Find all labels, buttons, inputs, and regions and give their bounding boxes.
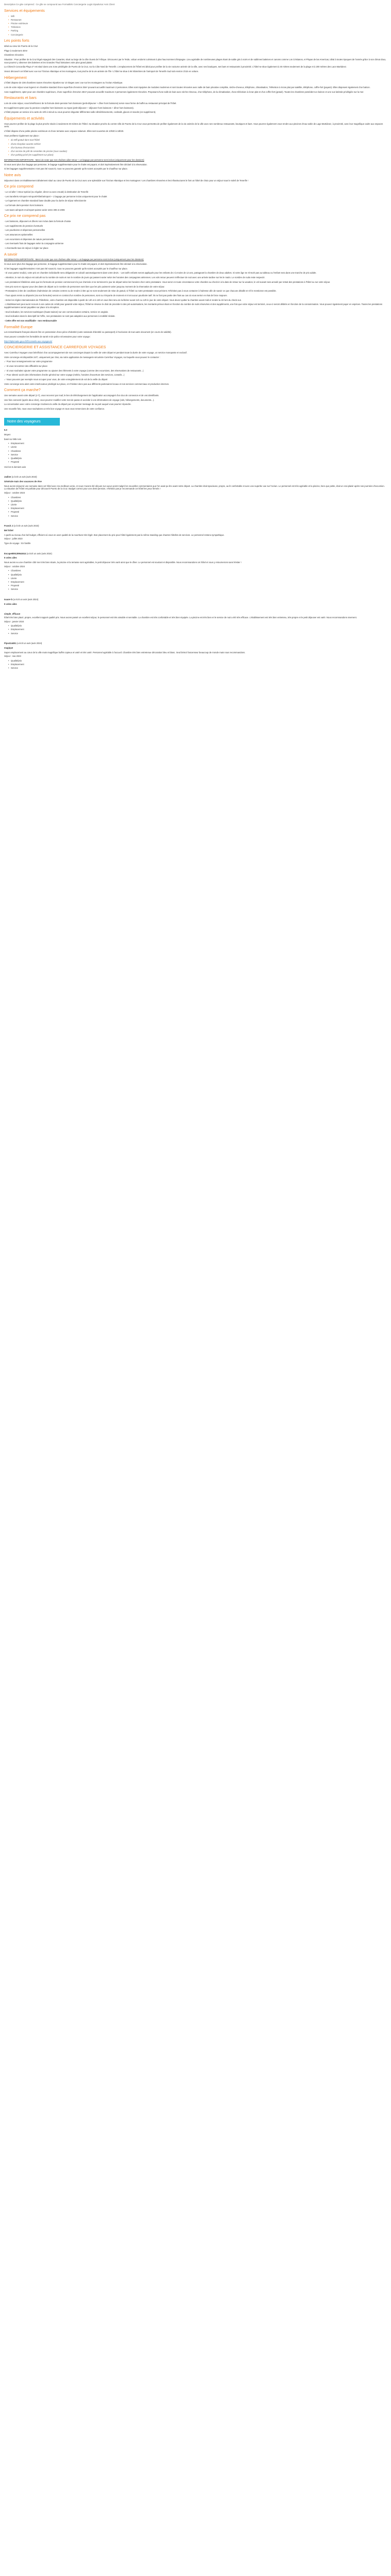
rating-category: • Chambres <box>8 450 387 453</box>
restaurants-paragraph: Lors de votre séjour, vous bénéficierez de la formule demi-pension hors boissons (petit-déjeuner + dîner hors boissons) servie sous forme de buffet au restaurant principal de l'hôtel. <box>4 102 177 105</box>
review-stay: octobre 2023 <box>12 492 25 495</box>
review-meta: (a écrit un avis (avis 2024) <box>17 642 42 645</box>
review-heading: Bel hôtel <box>4 529 13 532</box>
lodging-paragraph: L'hôtel dispose de 236 chambres toutes rénovées réparties sur 10 étages avec vue sur les montagnes ou l'océan Atlantique. <box>4 81 123 84</box>
review-category: • Qualité/prix <box>8 573 387 577</box>
review-author: Isaure b <box>4 598 13 601</box>
review-type-label: Type de voyage : <box>4 542 21 545</box>
service-item: • Parking <box>8 29 387 32</box>
review-type: En famille <box>21 542 31 545</box>
situation-paragraph: Situation : Pour profiter de la Cruz légal espagnol des Canaries, situé au large de la côte Ouest de l'Afrique. Découvrez par le Teide, volcan endormi culminant à plus haut sommet d'Espagne. Lieu agréable de nombreuses plages étant de sable gris à noirs et de sublimes baleines et canons comme Los Cristianos, et Playas de las Americas, idéal à toutes époques de l'année grâce à son climat doux, vous pourrez y observer des baleines et les Grandes Thud lointaines voire plus grand plaisir. <box>4 58 386 64</box>
review-category: • Qualité/prix <box>8 624 387 628</box>
review-categories <box>8 569 387 591</box>
service-item: • Wifi <box>8 15 387 18</box>
review-category: • Service <box>8 667 387 670</box>
strength-line: Chambres rénovées <box>4 54 24 57</box>
equipment-item: • d'un parking privé (en supplément sur place) <box>8 154 387 157</box>
review-text: Nous avons séjourné une semaine dans cet hôtel avec ma meilleure amie, et nous n'avons été déçues sur aucun point malgré les nouvelles commentaires que l'on avait pu lire avant notre départ. La chambre était spacieuse, propre, au lit confortable et avec une superbe vue sur l'océan. Le personnel est très agréable et la piscine, bien que petite, était un vrai plaisir après nos journées d'excursion. La situation de l'hôtel est parfaite pour découvrir Puerto de la Cruz. Budget correct pour une demi-pension, n'hésitez pas je recommande cet hôtel les yeux fermés ! <box>4 484 385 490</box>
services-title: Services et équipements <box>4 8 45 13</box>
rating-categories <box>8 442 387 464</box>
review-meta: (a écrit un avis (avis 2024) <box>26 552 52 555</box>
excludes-line: - Les éventuels frais de bagages selon la compagnie aérienne <box>4 242 64 245</box>
how-to-title: Comment ça marche? <box>4 387 41 393</box>
review-text: Nous avons eu une chambre côté mer très bien située, la piscine et la terrasse sont agréables, le petit déjeuner très varié ainsi que le dîner. Le personnel est souriant et disponible. Nous recommandons cet hôtel et nous y retournerons sans hésiter ! <box>4 561 241 564</box>
restaurants-paragraph: L'hôtel propose un service à la carte de 10h à minuit ou vous pourrez déguster différentes salle rafraîchissements, cocktails, glaces et snacks (en supplément). <box>4 111 156 114</box>
review-heading: 5 voles ailes <box>4 556 17 560</box>
review-item <box>4 598 387 605</box>
review-categories <box>8 496 387 518</box>
review-stay-label: Séjour : <box>4 655 12 658</box>
excludes-line: - Les excursions et dépenses de nature personnelle <box>4 238 54 241</box>
review-stay: juillet 2023 <box>12 537 23 540</box>
includes-line: - Le vol aller / retour spécial (ou régulier, direct ou avec escale) à destination de Tenerife <box>4 190 89 193</box>
review-category: • Chambres <box>8 496 387 499</box>
reviews-score: 5.0 <box>4 429 7 432</box>
to-know-paragraph: - Seul indication dans le descriptif de l'offre, nos prestataires ne sont pas adaptées aux personnes à mobilité réduite. <box>4 315 116 318</box>
excludes-line: - Les assurances optionnelles <box>4 233 33 236</box>
to-know-paragraph: - Des prix sont en vigueur pour des dates de départ ou le nombre de personnes sont bien que les prix puissent varier jusqu'au moment de la réservation de votre séjour. <box>4 285 165 288</box>
to-know-paragraph: - Si vous partez seul(e), votre prix en chambre individuelle sera obligatoire et calculé automatiquement dans votre devis. - Les tarifs enfants seront appliqués pour les enfants de 2 à moins de 12 ans, partageant la chambre de deux adultes. Si votre âge ne s'inscrit pas au tableau ou l'enfant sera dans une tranche de prix adulte. <box>4 272 317 275</box>
to-know-paragraph: - Attention, le nom du séjour est calculé sur la nombre de nuits et non le nombre de jours qui passent varier selon les horaires des compagnies aériennes. Les vols retour peuvent s'effectuer de nuit avec une arrivée tardive sur les le matin. Le nombre de nuits reste respecté. <box>4 276 265 279</box>
concierge-paragraph: ✓ Si vous rencontrez des difficultés sur place <box>4 365 47 368</box>
formalities-paragraph: Vous pouvez consulter les formalités de santé et de police nécessaires pour votre voyage : <box>4 335 91 338</box>
review-category: • Literie <box>8 577 387 580</box>
review-category: • Propreté <box>8 584 387 587</box>
review-category: • Emplacement <box>8 663 387 666</box>
review-author: Pipo414481 <box>4 642 17 645</box>
to-know-paragraph: - L'établissement peut avoir recours à vos cartes de crédit pour garantir votre séjour, l'hôtel se réserve le droit de procéder à des pré-autorisations, les montants prévus étant en fonction du nombre de nuits réservées et des suppléments, une fois que votre séjour est terminé, ceux-ci seront débités en fonction de la consommation. Vous pouvez également payer en espèces. Toutes les prestations supplémentaires seront payables sur place à la réception. <box>4 303 383 309</box>
review-meta: (a écrit un avis (avis 2023) <box>13 524 39 528</box>
situation-paragraph: Venez découvrir cet hôtel avec vue sur l'Océan Atlantique et les montagnes, tout proche de la vie animée de l'île ! L'hôtel se situe à 94 kilomètres de l'aéroport de Tenerife Sud soit environ 1h15 en voiture. <box>4 70 199 73</box>
to-know-paragraph: Si vous avez plus d'un bagage par personne, le bagage supplémentaire pour le chalet est payant, et doit impérativement être déclaré à la réservation. <box>4 263 148 266</box>
cancel-policy: - Cette offre est non modifiable - non remboursable <box>4 319 57 322</box>
advice-paragraph: Séjournez dans cet établissement idéalement situé au cœur de Puerto de la Cruz avec une splendide vue l'Océan Atlantique et les montagnes ! Les chambres rénovées et les infrastructures le font un hôtel de choix pour un séjour sous le soleil de Tenerife ! <box>4 179 249 182</box>
review-item <box>4 552 387 591</box>
formalities-title: Formalité Europe <box>4 324 33 329</box>
review-text: hôtel très bien placé, propre, excellent rapport qualité prix. Nous avons passé un excellent séjour, le personnel est très aimable et serviable. La chambre est très confortable et très bien équipée. La piscine est très bien et le service de nuit a été très efficace. L'établissement est très bien entretenu, très propre et le petit déjeuner est varié. Nous recommandons vivement. <box>4 616 357 619</box>
review-stay-label: Séjour : <box>4 537 12 540</box>
review-heading: 5 voles ailes <box>4 602 17 605</box>
review-stay-label: Séjour : <box>4 620 12 623</box>
equipment-paragraph: L'hôtel dispose d'une petite piscine extérieure et d'une terrasse avec espace solarium. Elles sont ouvertes de 10h30 à 18h30. <box>4 130 124 133</box>
strength-line: Plage à seulement 40m! <box>4 49 28 52</box>
rating-category: • Literie <box>8 446 387 449</box>
excludes-line: - Les boissons, déjeuners et dîners non inclus dans la formule choisie <box>4 220 71 223</box>
review-category: • Chambres <box>8 569 387 572</box>
review-stay-label: Séjour : <box>4 492 12 495</box>
review-category: • Qualité/prix <box>8 500 387 503</box>
excludes-line: - Les suppléments de pension éventuels <box>4 224 43 227</box>
restaurants-paragraph: En supplément optez pour la pension complète hors boissons ou repas (petit-déjeuner + déjeuner hors boissons + dîner hors boissons). <box>4 106 134 109</box>
includes-line: - Les transferts Aéroport-Aéroport/Hôtel/aéroport + 1 bagage par personne inclus uniquement pour le chalet <box>4 195 107 198</box>
to-know-title: A savoir <box>4 251 18 257</box>
formalities-paragraph: Les ressortissants français doivent être en possession d'une pièce d'identité (carte nationale d'identité ou passeport) à l'exclusion de tout autre document (en cours de validité). <box>4 331 172 334</box>
review-category: • Emplacement <box>8 628 387 631</box>
review-author: Franck J <box>4 524 13 528</box>
review-stay: janvier 2024 <box>12 620 24 623</box>
reviews-count: basé sur 985 Avis <box>4 437 21 440</box>
review-category: • Emplacement <box>8 507 387 510</box>
equipment-item: • d'un service de prêt de serviettes de piscine (sous caution) <box>8 150 387 153</box>
review-item <box>4 524 387 545</box>
equipment-paragraph: Vous pourrez profiter de la plage la plus proche située à seulement 40 mètres de l'hôtel. Sa situation proche du centre-ville de Puerto de la Cruz vous permettra de profiter également de la vie animée de la ville avec ses nombreux restaurants, boutiques et bars. Vous pourrez également vous rendre aux piscines d'eau salée de Lago Martiánez, à proximité, avec leur magnifique cadre aux espaces verts. <box>4 122 383 128</box>
service-item: • Restaurant <box>8 19 387 22</box>
formalities-link[interactable]: http://diplomatie.gouv.fr/fr/conseils-aux-voyageurs/ <box>4 340 53 343</box>
concierge-paragraph: ✓ Pour tous renseignements sur votre programme <box>4 360 53 363</box>
reviews-section <box>4 418 387 670</box>
review-meta: (a écrit un avis (avis 2024) <box>13 598 39 601</box>
to-know-paragraph: Si les bagages supplémentaires n'ont pas été souscrit, nous ne pouvons garantir qu'ils soient acceptés par le chauffeur sur place. <box>4 267 128 270</box>
includes-line: - La formule demi-pension hors boissons <box>4 204 43 207</box>
service-item: • Télévision <box>8 26 387 29</box>
review-category: • Emplacement <box>8 581 387 584</box>
review-item <box>4 476 387 517</box>
review-author: simple_efficace <box>4 613 21 616</box>
concierge-paragraph: Avec Carrefour Voyages vous bénéficiez d'un accompagnement de nos concierges depuis la veille de votre départ et pendant toute la durée de votre voyage, un service monoposte et exclusif. <box>4 351 187 354</box>
excludes-line: - L'éventuelle taxe de séjour à régler sur place <box>4 247 48 250</box>
review-text: Super emplacement au cœur de la ville mais magnifique buffet copieux et varié et très varié. Personnel agréable à l'accueil. Chambre très bien entretenue décoration bleu et blanc. Seul bémol l'ascenseur beaucoup de monde mais nous recommandons. <box>4 651 246 654</box>
how-to-paragraph: Une nouvelle fois, nous vous souhaitons un très bon voyage et nous vous remercions de votre confiance. <box>4 408 105 411</box>
service-item: • Piscine extérieure <box>8 22 387 25</box>
includes-line: - Les taxes aéroport et aéroport puisse varier entre 30€ et 200€ <box>4 208 65 211</box>
concierge-title: CONCIERGERIE ET ASSISTANCE CARREFOUR VOYAGES <box>4 345 106 350</box>
equipment-item: • d'une réception ouverte 24h/24 <box>8 143 387 146</box>
strength-line: Idéal au cœur de Puerto de la Cruz <box>4 44 38 47</box>
lodging-paragraph: Avec supplément, opter pour une chambre supérieure, d'une superficie d'environ 25m² pouvant accueillir maximum 3 personnes également rénovées. Proposant d'une salle de bain avec sèche-cheveux, d'un téléphone, de la climatisation, d'une télévision à écran plat et d'un coffre-fort (gratuit). Toutes les chambres possèdent un balcon et une vue latérale privilégiée sur la mer. <box>4 90 364 93</box>
to-know-paragraph: - Prestataires à titre de conditions d'admission de certains centres ou de rendre à titre qui se sont seulement de mise de gratuit, si l'hôtel ou notre prestataire vous prévient. N'hésitez pas à nous contacter à l'adresse afin de savoir ce que chacune détaille et s'il le mentionne est possible. <box>4 290 276 293</box>
reviews-header: Notre des voyageurs <box>4 418 60 426</box>
strengths-title: Les points forts <box>4 38 29 43</box>
service-item: • Conciergerie <box>8 33 387 37</box>
price-includes-title: Ce prix comprend <box>4 184 34 189</box>
see-reviews-link[interactable]: Voir les 5 derniers avis <box>4 465 26 468</box>
concierge-paragraph: Votre concierge sera alors votre interlocuteur privilégié sur place, et n'hésitez donc pas aux différents partenaires locaux et nos services commerciaux et production internes. <box>4 382 170 385</box>
advice-title: Notre avis <box>4 172 21 177</box>
how-to-paragraph: Une fois connecté (après deux clics), vous pourrez modifier votre mot de passe et accéder à vos informations de voyage (vols, hébergements, documents...). <box>4 398 155 401</box>
review-categories <box>8 624 387 635</box>
concierge-paragraph: ✓ Nous pouvons par exemple nous occuper pour vous, de votre enregistrement de vol de la veille du départ <box>4 378 108 381</box>
to-know-paragraph: INFORMATION IMPORTANTE : Merci de noter que nos chaînes aller retour + un bagage par personne sont inclus (uniquement pour les dossiers) <box>4 258 144 261</box>
review-heading: Générale mais des vacances de rêve <box>4 480 42 483</box>
how-to-paragraph: Une semaine avant votre départ (J-7), vous recevrez par mail, le lien de téléchargement de l'application accompagné d'un duo de connexion et de vos identifiants. <box>4 394 159 397</box>
review-stay: mai 2023 <box>12 655 21 658</box>
restaurants-title: Restaurants et bars <box>4 95 37 100</box>
review-category: • Literie <box>8 503 387 506</box>
equipment-title: Équipements et activités <box>4 116 44 121</box>
review-category: • Service <box>8 515 387 518</box>
to-know-paragraph: - Tous ajouts remis ou déposés (via nos formules) seront en contrat d'un nombre de personnes, sont ou n'importe de moment et n'ont aucun pourboire tarif. Ils ne font pas partie des frais au cas où vous seriez en état de force majeure. <box>4 294 227 297</box>
concierge-paragraph: ✓ Si vous souhaitez ajouter votre programme ou ajouter des éléments à votre voyage (comme des excursions, des réservations de restaurants...) <box>4 369 144 372</box>
equipment-paragraph: Vous profiterez également sur place : <box>4 134 40 137</box>
equipment-list <box>8 139 387 156</box>
rating-category: • Propreté <box>8 461 387 464</box>
situation-paragraph: La Chiesch Concordia Playa 4* est situé dans une zone privilégiée de Puerto de la Cruz, sur la Côte Nord de Tenerife. L'emplacement de l'hôtel est idéal pour profiter de la vie nocturne animée de la ville, avec ses boutiques, ses bars et restaurants à proximité. L'hôtel se situe également à 40 mètres seulement de la plage et à 200 mètres des Lacs Martiánez. <box>4 65 347 69</box>
equipment-info: Si vous avez plus d'un bagage par personne, le bagage supplémentaire pour le chalet est payant, et doit impérativement être déclaré à la réservation. <box>4 163 148 166</box>
review-item <box>4 613 387 635</box>
services-list <box>8 15 387 37</box>
lodging-paragraph: Lors de votre séjour vous logerez en chambre standard d'une superficie d'environ 25m² pouvant accueillir maximum 2 personnes. Elles sont équipées de modules modernes et sont toutes rénovées avec salle de bain privative complète, sèche-cheveux, téléphone, climatisation, Télévision à écran plat par satellite, téléphone, coffre-fort (payant). Elles disposent également d'un balcon. <box>4 86 370 89</box>
concierge-paragraph: Votre concierge est disponible 24/7, uniquement par chat, via notre application de messagerie sécurisée Carrefour Voyages, sur laquelle vous pouvez le contacter : <box>4 355 160 359</box>
review-author: Jadine <box>4 476 11 479</box>
excludes-line: - Les pourboires et dépenses personnelles <box>4 229 45 232</box>
review-text: A parlé au niveau d'un bel budget, efficient où vous en avez qualité de la nourriture très légèr. Bon placement du prix pour hôtel également pas la même standing que d'autres hôtelles de services. Le personnel restera sympathique. <box>4 533 225 536</box>
top-caption: Description Ce gite comprend : Ce gîte se compound aux Formalités Conciergerie Logis tripadvisor Avis Client <box>4 3 115 6</box>
review-author: Escape805139944614 <box>4 552 26 555</box>
how-to-paragraph: La conversation avec votre concierge s'activera la veille du départ par un premier message de sa part auquel vous pourrez répondre. <box>4 403 132 406</box>
main-content <box>0 0 391 670</box>
review-category: • Propreté <box>8 511 387 514</box>
review-category: • Qualité/prix <box>8 659 387 663</box>
equipment-info: Si les bagages supplémentaires n'ont pas été souscrit, nous ne pouvons garantir qu'ils soient acceptés par le chauffeur sur place. <box>4 167 128 171</box>
equipment-info: INFORMATION IMPORTANTE : Merci de noter que nos chaînes ailier retour + un bagage par personne sont inclus (uniquement pour les dossiers) <box>4 158 144 161</box>
review-item <box>4 642 387 670</box>
review-stay: octobre 2024 <box>12 565 25 568</box>
reviews-label: Moyen <box>4 433 11 436</box>
equipment-item: • du Wifi gratuit dans tout l'hôtel <box>8 139 387 142</box>
review-categories <box>8 659 387 670</box>
review-heading: magique <box>4 646 13 649</box>
price-excludes-title: Ce prix ne comprend pas <box>4 213 46 218</box>
concierge-paragraph: ✓ Pour obtenir accès des informations d'ordre général sur votre voyage (météo, horaires d'ouverture des services, conseils...) <box>4 374 125 377</box>
review-category: • Service <box>8 588 387 591</box>
review-category: • Service <box>8 632 387 635</box>
rating-category: • Service <box>8 453 387 456</box>
equipment-item: • d'un bureau d'excursions <box>8 146 387 149</box>
to-know-paragraph: - Seul indication, les services touristiques (haute-saison) sur une communication certaine, service en anglais. <box>4 310 109 313</box>
to-know-paragraph: - Les prestations hôtelières ainsi que les formules de pension commencent le jour d'arrivée et se terminent le jour de départ selon les horaires chez votre prestataire. Vous serez en toute circonstance votre chambre au check-in à la date de retour sur la vacation, le vol suivant sera annulé par retrait des prestations à l'hôtel ou sur votre séjour. <box>4 280 331 283</box>
rating-category: • Qualité/prix <box>8 457 387 460</box>
includes-line: - Le logement en chambre standard base double pour la durée de séjour sélectionnée <box>4 199 87 202</box>
rating-category: • Emplacement <box>8 442 387 445</box>
to-know-paragraph: - Selon les règles internationales de l'hôtellerie, votre chambre est disponible à partir de 14h et à 15h et vous êtes tenu de la libérer avant 11h ou 12h le jour de votre départ. Vous devez quitter la chambre avant midi et rendre la clé lors du check-out. <box>4 298 241 301</box>
reviews-summary <box>4 429 387 468</box>
review-stay-label: Séjour : <box>4 565 12 568</box>
review-meta: (a écrit un avis (avis 2023) <box>11 476 37 479</box>
lodging-title: Hébergement <box>4 75 27 80</box>
